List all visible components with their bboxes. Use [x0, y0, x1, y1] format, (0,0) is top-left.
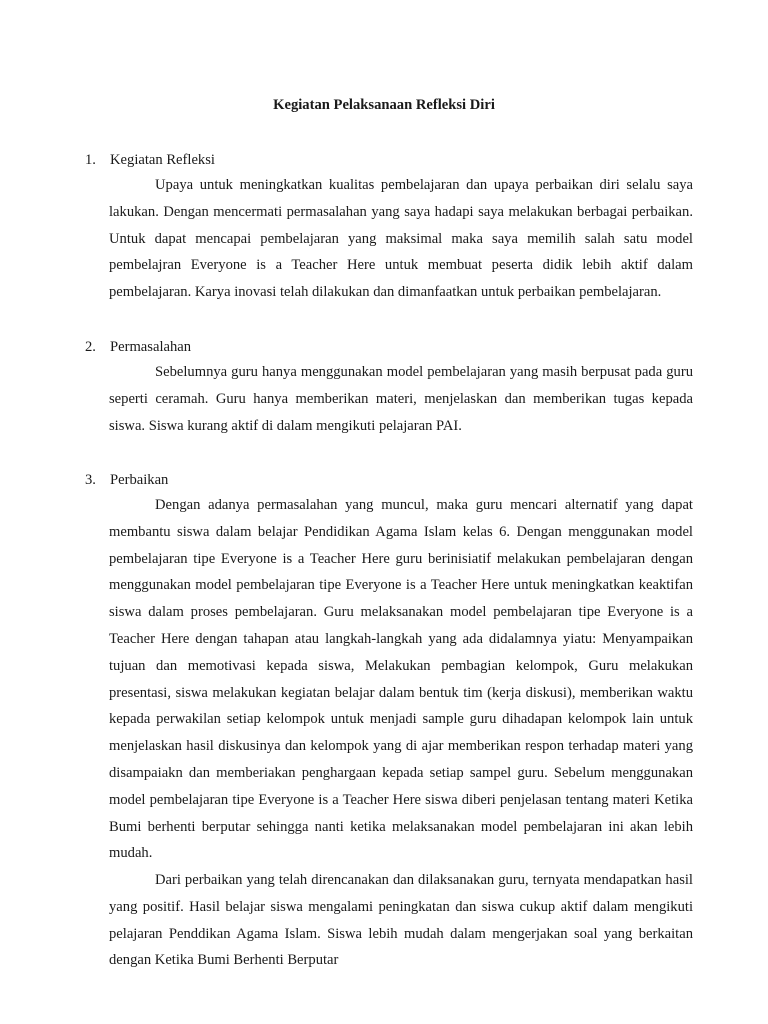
section-heading-text: Kegiatan Refleksi: [110, 152, 215, 168]
paragraph: Upaya untuk meningkatkan kualitas pembelajaran dan upaya perbaikan diri selalu saya lakukan. Dengan mencermati permasalahan yang saya hadapi saya melakukan berbagai perbaikan. Untuk dapat mencapai pembelajaran yang maksimal maka saya memilih salah satu model pembelajran Everyone is a Teacher Here untuk membuat peserta didik lebih aktif dalam pembelajaran. Karya inovasi telah dilakukan dan dimanfaatkan untuk perbaikan pembelajaran.: [109, 177, 693, 301]
document-title: Kegiatan Pelaksanaan Refleksi Diri: [273, 97, 495, 113]
section-number: 2.: [85, 339, 96, 355]
section-number: 3.: [85, 472, 96, 488]
section-number: 1.: [85, 152, 96, 168]
section-heading-text: Permasalahan: [110, 339, 192, 355]
paragraph: Dari perbaikan yang telah direncanakan dan dilaksanakan guru, ternyata mendapatkan hasil yang positif. Hasil belajar siswa mengalami peningkatan dan siswa cukup aktif dalam mengikuti pelajaran Penddikan Agama Islam. Siswa lebih mudah dalam mengerjakan soal yang berkaitan dengan Ketika Bumi Berhenti Berputar: [109, 872, 693, 969]
section-heading: [85, 337, 191, 357]
paragraph: Dengan adanya permasalahan yang muncul, maka guru mencari alternatif yang dapat membantu siswa dalam belajar Pendidikan Agama Islam kelas 6. Dengan menggunakan model pembelajaran tipe Everyone is a Teacher Here guru berinisiatif melakukan pembelajaran dengan menggunakan model pembelajaran tipe Everyone is a Teacher Here untuk meningkatkan keaktifan siswa dalam proses pembelajaran. Guru melaksanakan model pembelajaran tipe Everyone is a Teacher Here dengan tahapan atau langkah-langkah yang ada didalamnya yiatu: Menyampaikan tujuan dan memotivasi kepada siswa, Melakukan pembagian kelompok, Guru melakukan presentasi, siswa melakukan kegiatan belajar dalam bentuk tim (kerja diskusi), memberikan waktu kepada perwakilan setiap kelompok untuk menjadi sample guru dihadapan kelompok lain untuk menjelaskan hasil diskusinya dan kelompok yang di ajar memberikan respon terhadap materi yang disampaiakn dan memberiakan penghargaan kepada setiap sampel guru. Sebelum menggunakan model pembelajaran tipe Everyone is a Teacher Here siswa diberi penjelasan tentang materi Ketika Bumi berhenti berputar sehingga nanti ketika melaksanakan model pembelajaran ini akan lebih mudah.: [109, 497, 693, 862]
section-heading: [85, 150, 215, 170]
section-heading-text: Perbaikan: [110, 472, 169, 488]
paragraph: Sebelumnya guru hanya menggunakan model pembelajaran yang masih berpusat pada guru seperti ceramah. Guru hanya memberikan materi, menjelaskan dan memberikan tugas kepada siswa. Siswa kurang aktif di dalam mengikuti pelajaran PAI.: [109, 364, 693, 434]
section-heading: [85, 470, 168, 490]
